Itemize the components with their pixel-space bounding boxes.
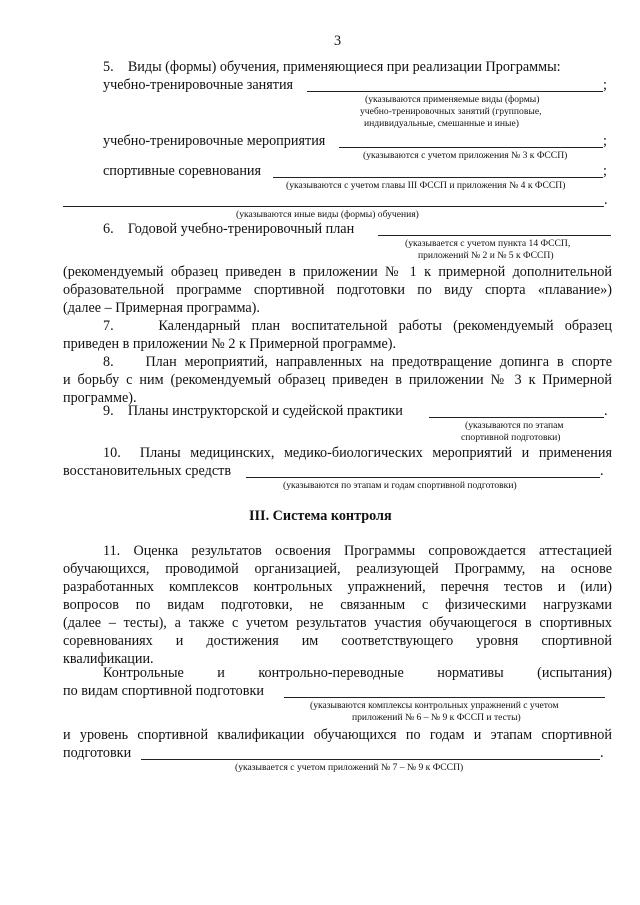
paragraph-line: (далее – Примерная программа).: [63, 300, 260, 316]
hint-text: учебно-тренировочных занятий (групповые,: [360, 106, 542, 117]
form-label-training-events: учебно-тренировочные мероприятия: [103, 133, 326, 149]
section-9-label: 9. Планы инструкторской и судейской практики: [103, 403, 403, 419]
punct: ;: [603, 163, 607, 179]
section-5-heading: 5. Виды (формы) обучения, применяющиеся при реализации Программы:: [103, 59, 561, 75]
hint-text: (указываются с учетом главы III ФССП и приложения № 4 к ФССП): [286, 180, 566, 191]
blank-line-recovery-means: [246, 477, 600, 478]
punct: .: [600, 463, 604, 479]
form-label-training-sessions: учебно-тренировочные занятия: [103, 77, 294, 93]
hint-text: (указываются по этапам: [465, 420, 564, 431]
section-7-line: 7. Календарный план воспитательной работы (рекомендуемый образец: [103, 318, 612, 334]
punct: .: [604, 192, 608, 208]
blank-line-training-sessions: [307, 91, 603, 92]
hint-text: индивидуальные, смешанные и иные): [364, 118, 519, 129]
form-label-recovery-means: восстановительных средств: [63, 463, 232, 479]
hint-text: (указываются по этапам и годам спортивной подготовки): [283, 480, 517, 491]
section-title: III. Система контроля: [249, 508, 392, 524]
punct: ;: [603, 77, 607, 93]
blank-line-annual-plan: [378, 235, 611, 236]
section-10-line: 10. Планы медицинских, медико-биологических мероприятий и применения: [103, 445, 612, 461]
hint-text: (указывается с учетом пункта 14 ФССП,: [405, 238, 571, 249]
section-6-label: 6. Годовой учебно-тренировочный план: [103, 221, 355, 237]
paragraph-line: (далее – тесты), а также с учетом результатов участия обучающегося в спортивных: [63, 615, 612, 631]
paragraph-line: соревнованиях и достижения им соответствующего уровня спортивной: [63, 633, 612, 649]
norms-line: Контрольные и контрольно-переводные нормативы (испытания): [103, 665, 612, 681]
paragraph-line: и уровень спортивной квалификации обучающихся по годам и этапам спортивной: [63, 727, 612, 743]
blank-line-training-events: [339, 147, 603, 148]
section-8-line: 8. План мероприятий, направленных на предотвращение допинга в спорте: [103, 354, 612, 370]
paragraph-line: образовательной программе спортивной подготовки по виду спорта «плавание»): [63, 282, 612, 298]
punct: .: [600, 745, 604, 761]
paragraph-line: приведен в приложении № 2 к Примерной программе).: [63, 336, 397, 352]
hint-text: приложений № 6 – № 9 к ФССП и тесты): [352, 712, 521, 723]
hint-text: приложений № 2 и № 5 к ФССП): [418, 250, 554, 261]
paragraph-line: и борьбу с ним (рекомендуемый образец приведен в приложении № 3 к Примерной: [63, 372, 612, 388]
hint-text: (указываются иные виды (формы) обучения): [236, 209, 419, 220]
hint-text: (указывается с учетом приложений № 7 – № 9 к ФССП): [235, 762, 464, 773]
form-label-sport-training: по видам спортивной подготовки: [63, 683, 264, 699]
blank-line-qualification: [141, 759, 600, 760]
punct: .: [604, 403, 608, 419]
hint-text: (указываются с учетом приложения № 3 к ФССП): [363, 150, 568, 161]
paragraph-line: программе).: [63, 390, 137, 406]
paragraph-line: квалификации.: [63, 651, 154, 667]
paragraph-line: обучающихся, проводимой организацией, реализующей Программу, на основе: [63, 561, 612, 577]
paragraph-line: разработанных комплексов контрольных упражнений, перечня тестов и (или): [63, 579, 612, 595]
section-11-line: 11. Оценка результатов освоения Программы сопровождается аттестацией: [103, 543, 612, 559]
blank-line-other-forms: [63, 206, 604, 207]
punct: ;: [603, 133, 607, 149]
paragraph-line: (рекомендуемый образец приведен в приложении № 1 к примерной дополнительной: [63, 264, 612, 280]
form-label-training: подготовки: [63, 745, 132, 761]
page-number: 3: [334, 33, 342, 49]
blank-line-practice: [429, 417, 604, 418]
form-label-competitions: спортивные соревнования: [103, 163, 262, 179]
hint-text: (указываются применяемые виды (формы): [365, 94, 540, 105]
hint-text: спортивной подготовки): [461, 432, 561, 443]
blank-line-control-exercises: [284, 697, 605, 698]
blank-line-competitions: [273, 177, 603, 178]
paragraph-line: вопросов по видам подготовки, не связанным с физическими нагрузками: [63, 597, 612, 613]
hint-text: (указываются комплексы контрольных упражнений с учетом: [310, 700, 559, 711]
